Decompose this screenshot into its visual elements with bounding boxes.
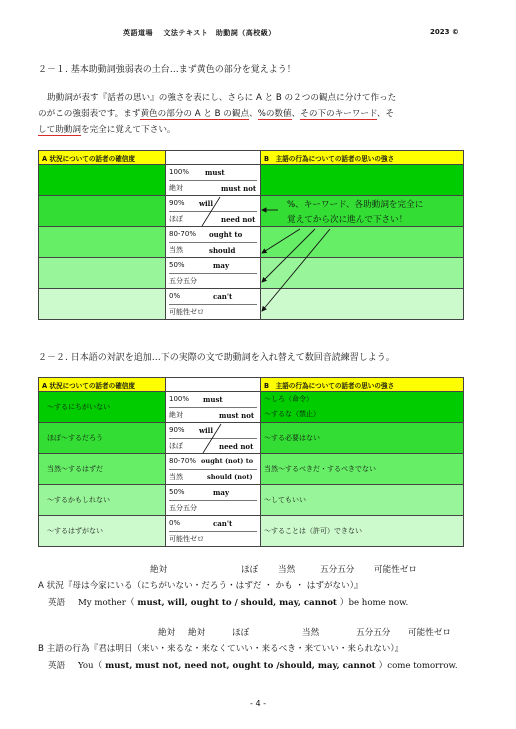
keyword: can't bbox=[213, 519, 233, 528]
pct: 0% bbox=[169, 292, 181, 300]
keyword: must not bbox=[219, 411, 255, 420]
label: 五分五分 bbox=[169, 504, 197, 512]
pct: 90% bbox=[169, 199, 185, 207]
para-text: 、 bbox=[291, 109, 301, 119]
en-modals: must, will, ought to / should, may, cannot bbox=[134, 598, 340, 608]
header-title: 英語道場 文法テキスト 助動詞（高校級） bbox=[123, 29, 276, 37]
para-line1: 助動詞が表す『話者の思い』の強さを表にし、さらに A と B の２つの観点に分けて作った bbox=[47, 93, 397, 103]
label: 絶対 bbox=[169, 184, 183, 192]
label: 絶対 bbox=[169, 411, 183, 419]
slash-line bbox=[203, 424, 221, 453]
label: ほぼ bbox=[169, 442, 183, 450]
keyword: may bbox=[213, 261, 230, 270]
scale-label: 絶対 bbox=[188, 628, 206, 638]
example-a bbox=[38, 563, 498, 613]
cell-a: 当然～するはずだ bbox=[39, 454, 166, 485]
para-text: のがこの強弱表です。まず bbox=[38, 109, 141, 119]
example-b-english bbox=[38, 659, 498, 676]
cell-b: ～してもいい bbox=[261, 485, 464, 516]
para-underline: して助動詞 bbox=[38, 125, 81, 135]
scale-label: ほぼ bbox=[232, 628, 250, 638]
keyword: need not bbox=[221, 215, 256, 224]
keyword: can't bbox=[213, 292, 233, 301]
en-text: You（ bbox=[77, 661, 103, 671]
pct: 80-70% bbox=[169, 230, 196, 238]
para-underline: 黄色の部分の A と B の観点 bbox=[140, 109, 250, 119]
b-line: ～しろ（命令） bbox=[264, 395, 313, 403]
example-b-sentence: B 主語の行為『君は明日（来い・来るな・来なくていい・来るべき・来ていい・来られない）』 bbox=[38, 644, 404, 654]
cell-b: ～することは（許可）できない bbox=[261, 516, 464, 547]
label: 可能性ゼロ bbox=[169, 308, 204, 316]
para-text: を完全に覚えて下さい。 bbox=[80, 125, 176, 135]
scale-row-b bbox=[38, 626, 498, 642]
label: 可能性ゼロ bbox=[169, 535, 204, 543]
en-text: ）be home now. bbox=[339, 598, 409, 608]
pct: 80-70% bbox=[169, 457, 196, 465]
example-b bbox=[38, 626, 498, 676]
keyword: will bbox=[199, 199, 214, 208]
cell-b: ～する必要はない bbox=[261, 423, 464, 454]
section1-title: ２－１. 基本助動詞強弱表の土台…まず黄色の部分を覚えよう！ bbox=[38, 65, 296, 75]
en-text: My mother（ bbox=[77, 598, 135, 608]
note-line: 覚えてから次に進んで下さい！ bbox=[287, 215, 408, 225]
b-line: ～するな（禁止） bbox=[264, 410, 320, 418]
keyword: must bbox=[205, 168, 225, 177]
keyword: need not bbox=[219, 442, 254, 451]
scale-label: 絶対 bbox=[158, 628, 176, 638]
pct: 90% bbox=[169, 426, 185, 434]
page-number: - 4 - bbox=[250, 699, 266, 708]
note-line: %、キーワード、各助動詞を完全に bbox=[287, 200, 424, 210]
scale-label: 当然 bbox=[278, 565, 296, 575]
para-text: 、 bbox=[249, 109, 258, 119]
cell-a: ほぼ～するだろう bbox=[39, 423, 166, 454]
pct: 100% bbox=[169, 395, 190, 403]
header-b: B 主語の行為についての話者の思いの強さ bbox=[261, 378, 464, 392]
para-text: 、そ bbox=[376, 109, 395, 119]
header-year: 2023 © bbox=[430, 28, 459, 36]
en-text: ）come tomorrow. bbox=[378, 661, 458, 671]
header-a: A 状況についての話者の確信度 bbox=[39, 151, 166, 165]
keyword: ought (not) to bbox=[201, 457, 254, 465]
scale-label: 絶対 bbox=[150, 565, 168, 575]
scale-label: 当然 bbox=[302, 628, 320, 638]
pct: 50% bbox=[169, 261, 185, 269]
para-underline: その下のキーワード bbox=[300, 109, 377, 119]
keyword: may bbox=[213, 488, 230, 497]
scale-label: 五分五分 bbox=[356, 628, 391, 638]
pct: 50% bbox=[169, 488, 185, 496]
example-a-english bbox=[38, 596, 498, 613]
section2-title: ２－２. 日本語の対訳を追加…下の実際の文で助動詞を入れ替えて数回音読練習しよう。 bbox=[38, 353, 395, 363]
en-label: 英語 bbox=[48, 661, 66, 671]
cell-a: ～するはずがない bbox=[39, 516, 166, 547]
scale-row-a bbox=[38, 563, 498, 579]
keyword: must not bbox=[221, 184, 257, 193]
keyword: should bbox=[209, 246, 236, 255]
en-modals: must, must not, need not, ought to /should, may, cannot bbox=[102, 661, 379, 671]
label: 五分五分 bbox=[169, 277, 197, 285]
keyword: must bbox=[203, 395, 223, 404]
scale-label: 可能性ゼロ bbox=[408, 628, 451, 638]
pct: 0% bbox=[169, 519, 181, 527]
header-b: B 主語の行為についての話者の思いの強さ bbox=[261, 151, 464, 165]
keyword: should (not) bbox=[207, 473, 253, 481]
header-a: A 状況についての話者の確信度 bbox=[39, 378, 166, 392]
en-label: 英語 bbox=[48, 598, 66, 608]
cell-a: ～するかもしれない bbox=[39, 485, 166, 516]
example-a-sentence: A 状況『母は今家にいる（にちがいない・だろう・はずだ ・ かも ・ はずがない）』 bbox=[38, 581, 363, 591]
label: ほぼ bbox=[169, 215, 183, 223]
keyword: ought to bbox=[209, 230, 243, 239]
keyword: will bbox=[199, 426, 214, 435]
label: 当然 bbox=[169, 473, 183, 481]
scale-label: 五分五分 bbox=[320, 565, 355, 575]
scale-label: ほぼ bbox=[241, 565, 259, 575]
cell-a: ～するにちがいない bbox=[39, 392, 166, 423]
scale-label: 可能性ゼロ bbox=[374, 565, 417, 575]
cell-b: 当然～するべきだ・するべきでない bbox=[261, 454, 464, 485]
para-underline: %の数値 bbox=[257, 109, 292, 119]
pct: 100% bbox=[169, 168, 190, 176]
label: 当然 bbox=[169, 246, 183, 254]
